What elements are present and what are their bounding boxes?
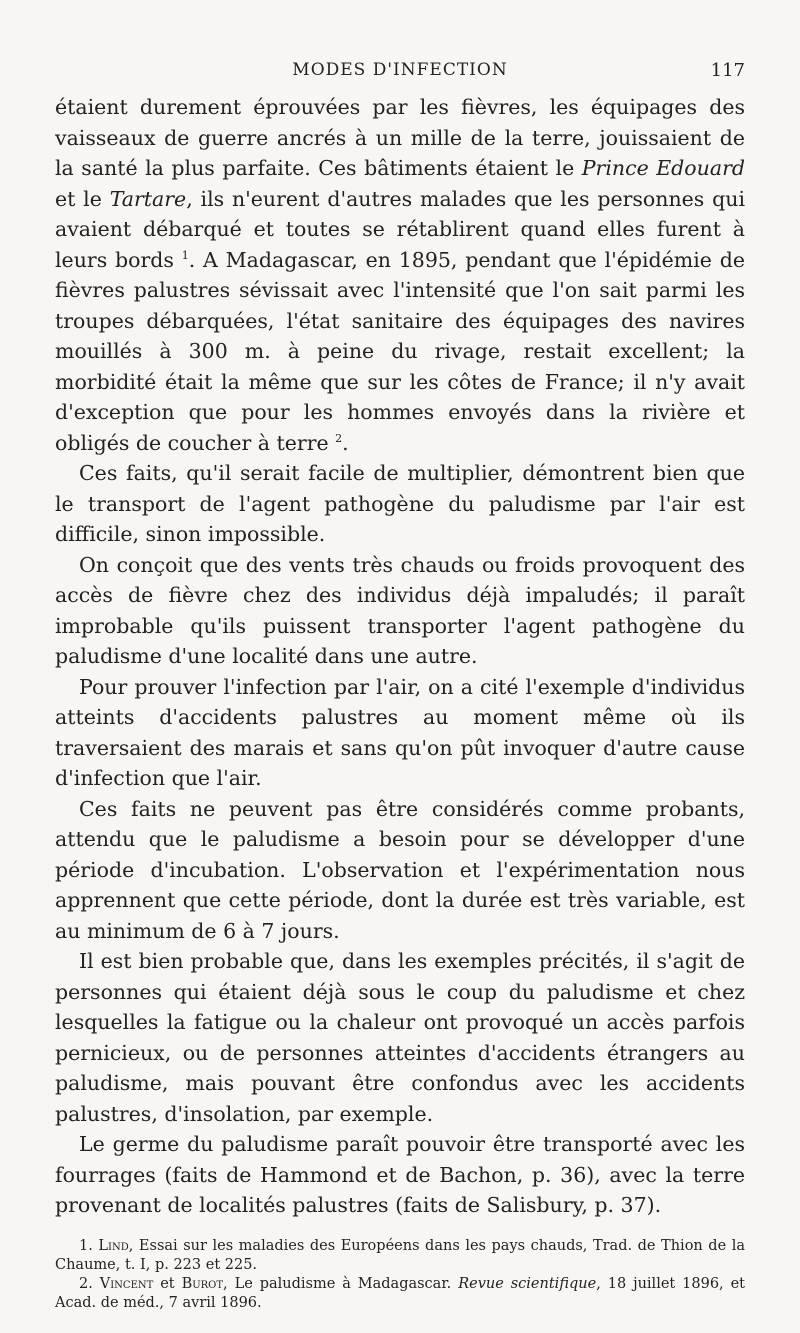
text-run: , ils n'eurent d'autres malades que les personnes qui avaient débarqué et toutes se rétablirent quand elles furent à leurs bords — [55, 186, 745, 272]
running-head: MODES D'INFECTION — [292, 60, 508, 80]
footnote-author: Vincent — [99, 1275, 154, 1292]
paragraph: Le germe du paludisme paraît pouvoir être transporté avec les fourrages (faits de Hammond et de Bachon, p. 36), avec la terre provenant de localités palustres (faits de Salisbury, p. 37). — [55, 1132, 745, 1217]
book-page — [55, 58, 745, 1313]
footnote-ref: 1 — [181, 248, 189, 262]
footnote-journal: Revue scientifique — [458, 1275, 597, 1292]
paragraph: Il est bien probable que, dans les exemples précités, il s'agit de personnes qui étaient déjà sous le coup du paludisme et chez lesquelles la fatigue ou la chaleur ont provoqué un accès parfois pernicieux, ou de personnes atteintes d'accidents étrangers au paludisme, mais pouvant être confondus avec les accidents palustres, d'insolation, par exemple. — [55, 949, 745, 1126]
paragraph: Ces faits ne peuvent pas être considérés comme probants, attendu que le paludisme a besoin pour se développer d'une période d'incubation. L'observation et l'expérimentation nous apprennent que cette période, dont la durée est très variable, est au minimum de 6 à 7 jours. — [55, 796, 745, 943]
footnote-text: , Essai sur les maladies des Européens dans les pays chauds, Trad. de Thion de la Chaume, t. I, p. 223 et 225. — [55, 1237, 746, 1273]
footnote-text: , 18 juillet 1896, et Acad. de méd., 7 avril 1896. — [55, 1275, 745, 1311]
footnotes — [55, 1237, 745, 1313]
text-run: étaient durement éprouvées par les fièvres, les équipages des vaisseaux de guerre ancrés à un mille de la terre, jouissaient de la santé la plus parfaite. Ces bâtiments étaient le — [55, 95, 745, 180]
paragraph: On conçoit que des vents très chauds ou froids provoquent des accès de fièvre chez des individus déjà impaludés; il paraît improbable qu'ils puissent transporter l'agent pathogène du paludisme d'une localité dans une autre. — [55, 552, 745, 668]
footnote-ref: 2 — [335, 431, 343, 445]
footnote-number: 1. — [79, 1237, 93, 1254]
footnote-number: 2. — [79, 1275, 93, 1292]
body-text — [55, 92, 745, 1221]
page-number: 117 — [710, 60, 745, 81]
ship-name: Prince Edouard — [581, 156, 745, 180]
paragraph: Pour prouver l'infection par l'air, on a cité l'exemple d'individus atteints d'accidents palustres au moment même où ils traversaient des marais et sans qu'on pût invoquer d'autre cause d'infection que l'air. — [55, 674, 745, 790]
text-run: . — [342, 430, 349, 455]
text-run: . A Madagascar, en 1895, pendant que l'épidémie de fièvres palustres sévissait avec l'intensité que l'on sait parmi les troupes débarquées, l'état sanitaire des équipages des navires mouillés à 300 m. à peine du rivage, restait excellent; la morbidité était la même que sur les côtes de France; il n'y avait d'exception que pour les hommes envoyés dans la rivière et obligés de coucher à terre — [55, 247, 745, 455]
paragraph — [55, 92, 745, 458]
page-header — [55, 58, 745, 92]
footnote-author: Lind — [98, 1237, 129, 1254]
text-run: et le — [55, 186, 110, 211]
footnote — [55, 1275, 745, 1313]
footnote-text: , Le paludisme à Madagascar. — [223, 1275, 459, 1292]
footnote-text: et — [153, 1275, 182, 1292]
footnote — [55, 1237, 745, 1275]
footnote-author: Burot — [181, 1275, 224, 1292]
paragraph: Ces faits, qu'il serait facile de multiplier, démontrent bien que le transport de l'agent pathogène du paludisme par l'air est difficile, sinon impossible. — [55, 461, 745, 546]
ship-name: Tartare — [109, 186, 187, 211]
